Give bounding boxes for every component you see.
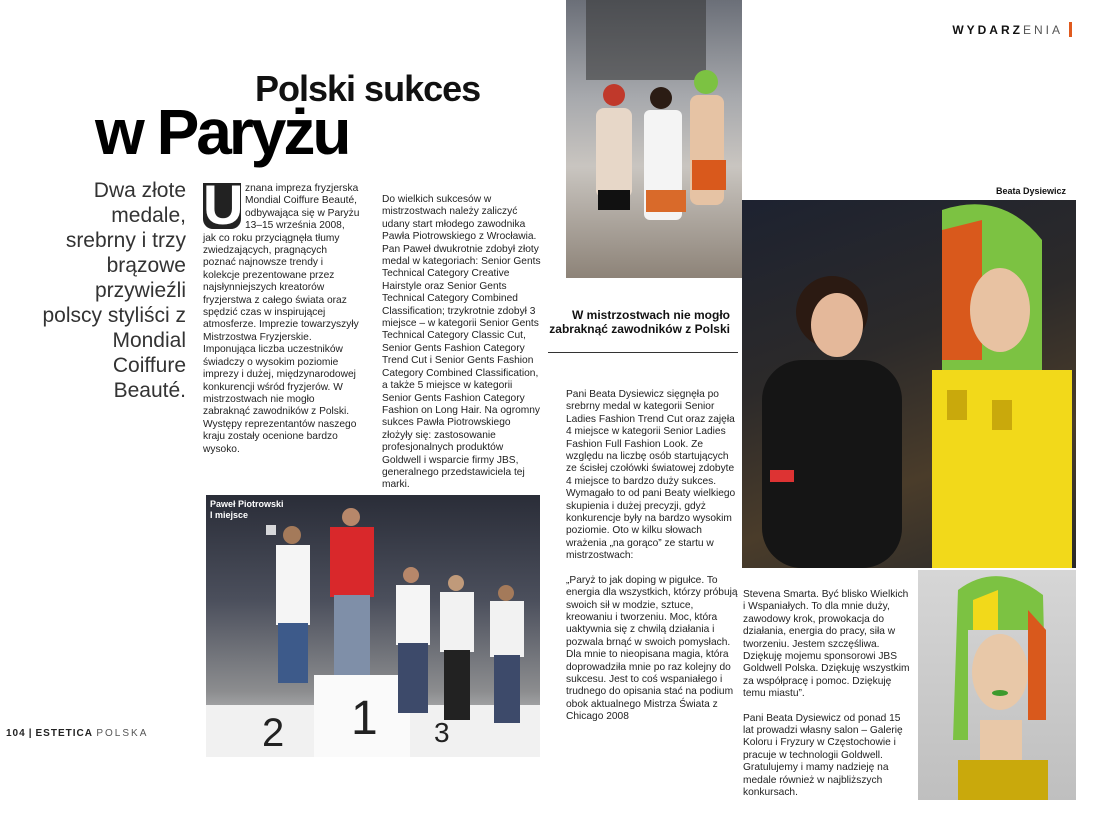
- photo-podium: [206, 495, 540, 757]
- col1-text: znana impreza fryzjerska Mondial Coiffure Beauté, odbywająca się w Paryżu 13–15 września 2008, jak co roku przyciągnęła tłumy zwiedzających, pragnących poznać najnowsze trendy i kolekcje prezentowane przez najsłynniejszych kreatorów fryzjerstwa z całego świata oraz spędzić czas w inspirującej atmosferze. Imprezie towarzyszyły Mistrzostwa Fryzjerskie. Imponująca liczba uczestników świadczy o wysokim poziomie imprezy i dużej, międzynarodowej konkurencji wśród fryzjerów. W mistrzostwach nie mogło zabraknąć zawodników z Polski. Występy reprezentantów naszego kraju zostały ocenione bardzo wysoko.: [203, 183, 360, 455]
- pull-quote: W mistrzostwach nie mogło zabraknąć zawodników z Polski: [549, 308, 730, 336]
- section-tag-light: ENIA: [1022, 22, 1063, 37]
- body-column-1: [203, 173, 360, 456]
- caption-podium: Paweł Piotrowski I miejsce: [210, 499, 284, 520]
- podium-number-1: 1: [351, 692, 378, 745]
- body-column-3: [566, 389, 738, 724]
- magazine-edition: POLSKA: [96, 728, 149, 739]
- section-tag-bold: WYDARZ: [952, 22, 1023, 37]
- section-accent-bar: [1069, 22, 1072, 37]
- photo-hair-model-portrait: [918, 570, 1076, 800]
- title-line-2: w Paryżu: [95, 96, 349, 168]
- page-number: 104: [6, 728, 26, 739]
- col3-paragraph-1: Pani Beata Dysiewicz sięgnęła po srebrny medal w kategorii Senior Ladies Fashion Trend Cut oraz zajęła 4 miejsce w kategorii Senior Ladies Fashion Full Fashion Look. Ze względu na liczbę osób startujących ze ścisłej czołówki światowej zdobyte 4 miejsce to bardzo duży sukces. Wymagało to od pani Beaty wielkiego skupienia i dużej precyzji, gdyż konkurencje były na bardzo wysokim poziomie. Oto w kilku słowach wrażenia „na gorąco” ze startu w mistrzostwach:: [566, 389, 736, 562]
- col3-paragraph-2: „Paryż to jak doping w pigułce. To energia dla wszystkich, którzy próbują swoich sił w modzie, sztuce, kreowaniu i tworzeniu. Moc, która uaktywnia się z chwilą działania i pozwala brnąć w swoich pomysłach. Dla mnie to nieopisana magia, która doprowadziła mnie po raz kolejny do sukcesu. Jest to coś wspaniałego i trudnego do opisania stać na podium obok aktualnego Mistrza Świata z Chicago 2008: [566, 574, 738, 723]
- models-illustration: [566, 0, 742, 278]
- dropcap: U: [203, 173, 244, 236]
- photo-beata-dysiewicz: [742, 200, 1076, 568]
- title-line-1: Polski sukces: [255, 68, 481, 109]
- body-column-2: Do wielkich sukcesów w mistrzostwach należy zaliczyć udany start młodego zawodnika Pawła Piotrowskiego z Wrocławia. Pan Paweł dwukrotnie zdobył złoty medal w kategoriach: Senior Gents Technical Category Creative Hairstyle oraz Senior Gents Technical Category Combined Classification; trzykrotnie zdobył 3 miejsce – w kategorii Senior Gents Technical Category Classic Cut, Senior Gents Fashion Category Trend Cut i Senior Gents Fashion Category Combined Classification, a także 5 miejsce w kategorii Senior Gents Fashion Category Fashion on Long Hair. Na ogromny sukces Pawła Piotrowskiego złożyły się: zastosowanie profesjonalnych produktów Goldwell i wsparcie firmy JBS, generalnego przedstawiciela tej marki.: [382, 194, 541, 491]
- col4-paragraph-1: Stevena Smarta. Być blisko Wielkich i Wspaniałych. To dla mnie duży, zawodowy krok, prowokacja do działania, energia do pracy, siła w tworzeniu. Jestem szczęśliwa. Dziękuję mojemu sponsorowi JBS Goldwell Polska. Dziękuję wszystkim za współpracę i pomoc. Dziękuję temu miastu”.: [743, 589, 910, 700]
- beata-illustration: [742, 200, 1076, 568]
- body-column-4: [743, 589, 911, 800]
- podium-number-2: 2: [262, 711, 285, 755]
- caption-beata: Beata Dysiewicz: [996, 186, 1067, 196]
- page-folio: 104 | ESTETICA POLSKA: [6, 728, 149, 739]
- podium-number-3: 3: [434, 717, 450, 748]
- pull-quote-rule: [548, 352, 738, 353]
- photo-models-on-stage: [566, 0, 742, 278]
- portrait-illustration: [918, 570, 1076, 800]
- lead-paragraph: Dwa złote medale, srebrny i trzy brązowe przywieźli polscy styliści z Mondial Coiffure Beauté.: [42, 179, 186, 402]
- magazine-brand: ESTETICA: [35, 728, 93, 739]
- col4-paragraph-2: Pani Beata Dysiewicz od ponad 15 lat prowadzi własny salon – Galerię Koloru i Fryzury w Częstochowie i pracuje w technologii Goldwell. Gratulujemy i mamy nadzieję na medale również w najbliższych konkursach.: [743, 712, 903, 799]
- section-tag: [952, 22, 1072, 37]
